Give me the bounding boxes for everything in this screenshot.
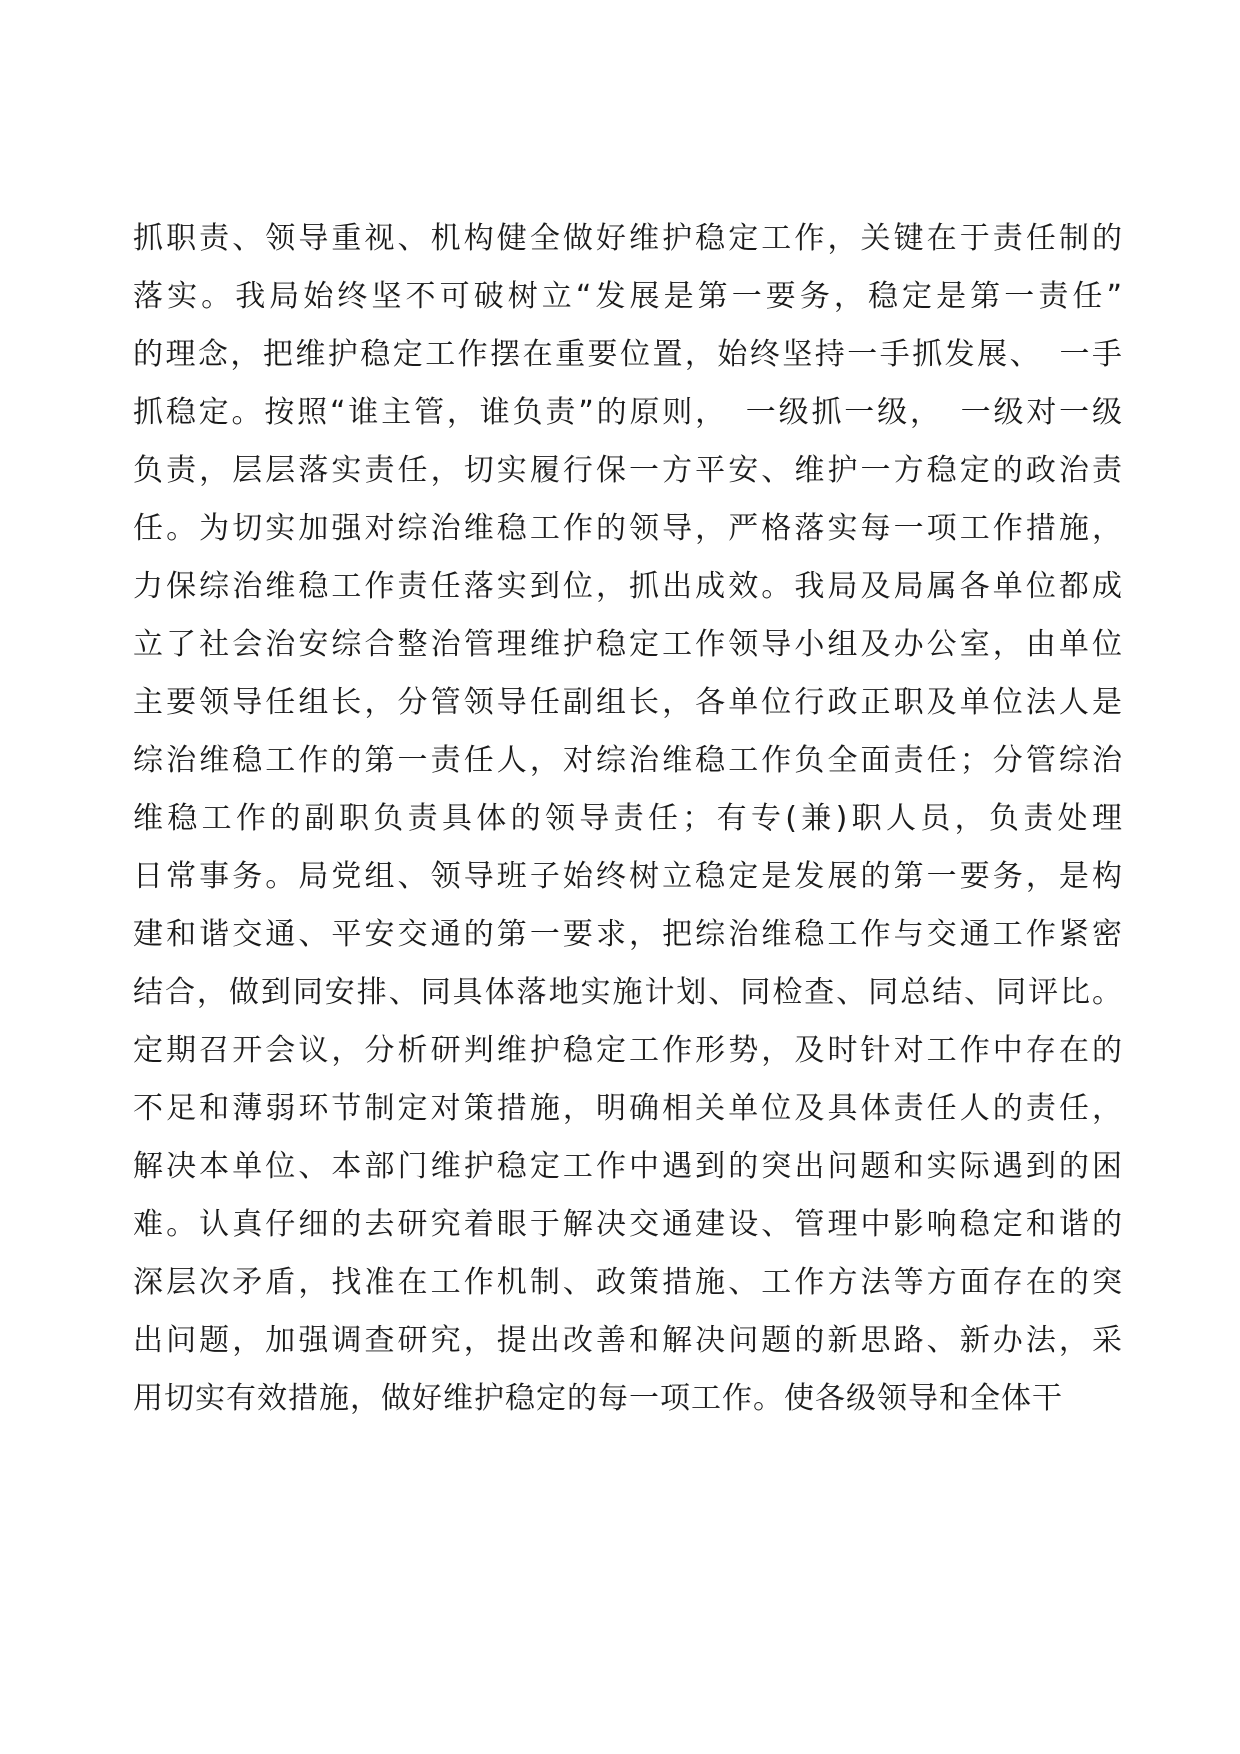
body-paragraph [133,210,1123,1428]
text-line: 负责，层层落实责任，切实履行保一方平安、维护一方稳定的政治责 [133,453,1123,488]
text-line: 主要领导任组长，分管领导任副组长，各单位行政正职及单位法人是 [133,685,1123,720]
text-line: 力保综治维稳工作责任落实到位，抓出成效。我局及局属各单位都成 [133,569,1123,604]
text-line: 不足和薄弱环节制定对策措施，明确相关单位及具体责任人的责任， [133,1091,1123,1126]
text-line: 抓职责、领导重视、机构健全做好维护稳定工作，关键在于责任制的 [133,221,1123,256]
text-line: 的理念，把维护稳定工作摆在重要位置，始终坚持一手抓发展、 一手 [133,337,1123,372]
text-line: 落实。我局始终坚不可破树立“发展是第一要务，稳定是第一责任” [133,279,1123,314]
text-line: 日常事务。局党组、领导班子始终树立稳定是发展的第一要务，是构 [133,859,1123,894]
text-line: 用切实有效措施，做好维护稳定的每一项工作。使各级领导和全体干 [133,1381,1063,1416]
text-line: 结合，做到同安排、同具体落地实施计划、同检查、同总结、同评比。 [133,975,1123,1010]
text-line: 深层次矛盾，找准在工作机制、政策措施、工作方法等方面存在的突 [133,1265,1123,1300]
text-line: 抓稳定。按照“谁主管，谁负责”的原则， 一级抓一级， 一级对一级 [133,395,1123,430]
text-line: 难。认真仔细的去研究着眼于解决交通建设、管理中影响稳定和谐的 [133,1207,1123,1242]
text-line: 建和谐交通、平安交通的第一要求，把综治维稳工作与交通工作紧密 [133,917,1123,952]
text-line: 解决本单位、本部门维护稳定工作中遇到的突出问题和实际遇到的困 [133,1149,1123,1184]
text-line: 任。为切实加强对综治维稳工作的领导，严格落实每一项工作措施， [133,511,1123,546]
text-line: 出问题，加强调查研究，提出改善和解决问题的新思路、新办法，采 [133,1323,1123,1358]
text-line: 综治维稳工作的第一责任人，对综治维稳工作负全面责任；分管综治 [133,743,1123,778]
text-line: 定期召开会议，分析研判维护稳定工作形势，及时针对工作中存在的 [133,1033,1123,1068]
text-line: 维稳工作的副职负责具体的领导责任；有专(兼)职人员，负责处理 [133,801,1123,836]
text-line: 立了社会治安综合整治管理维护稳定工作领导小组及办公室，由单位 [133,627,1123,662]
